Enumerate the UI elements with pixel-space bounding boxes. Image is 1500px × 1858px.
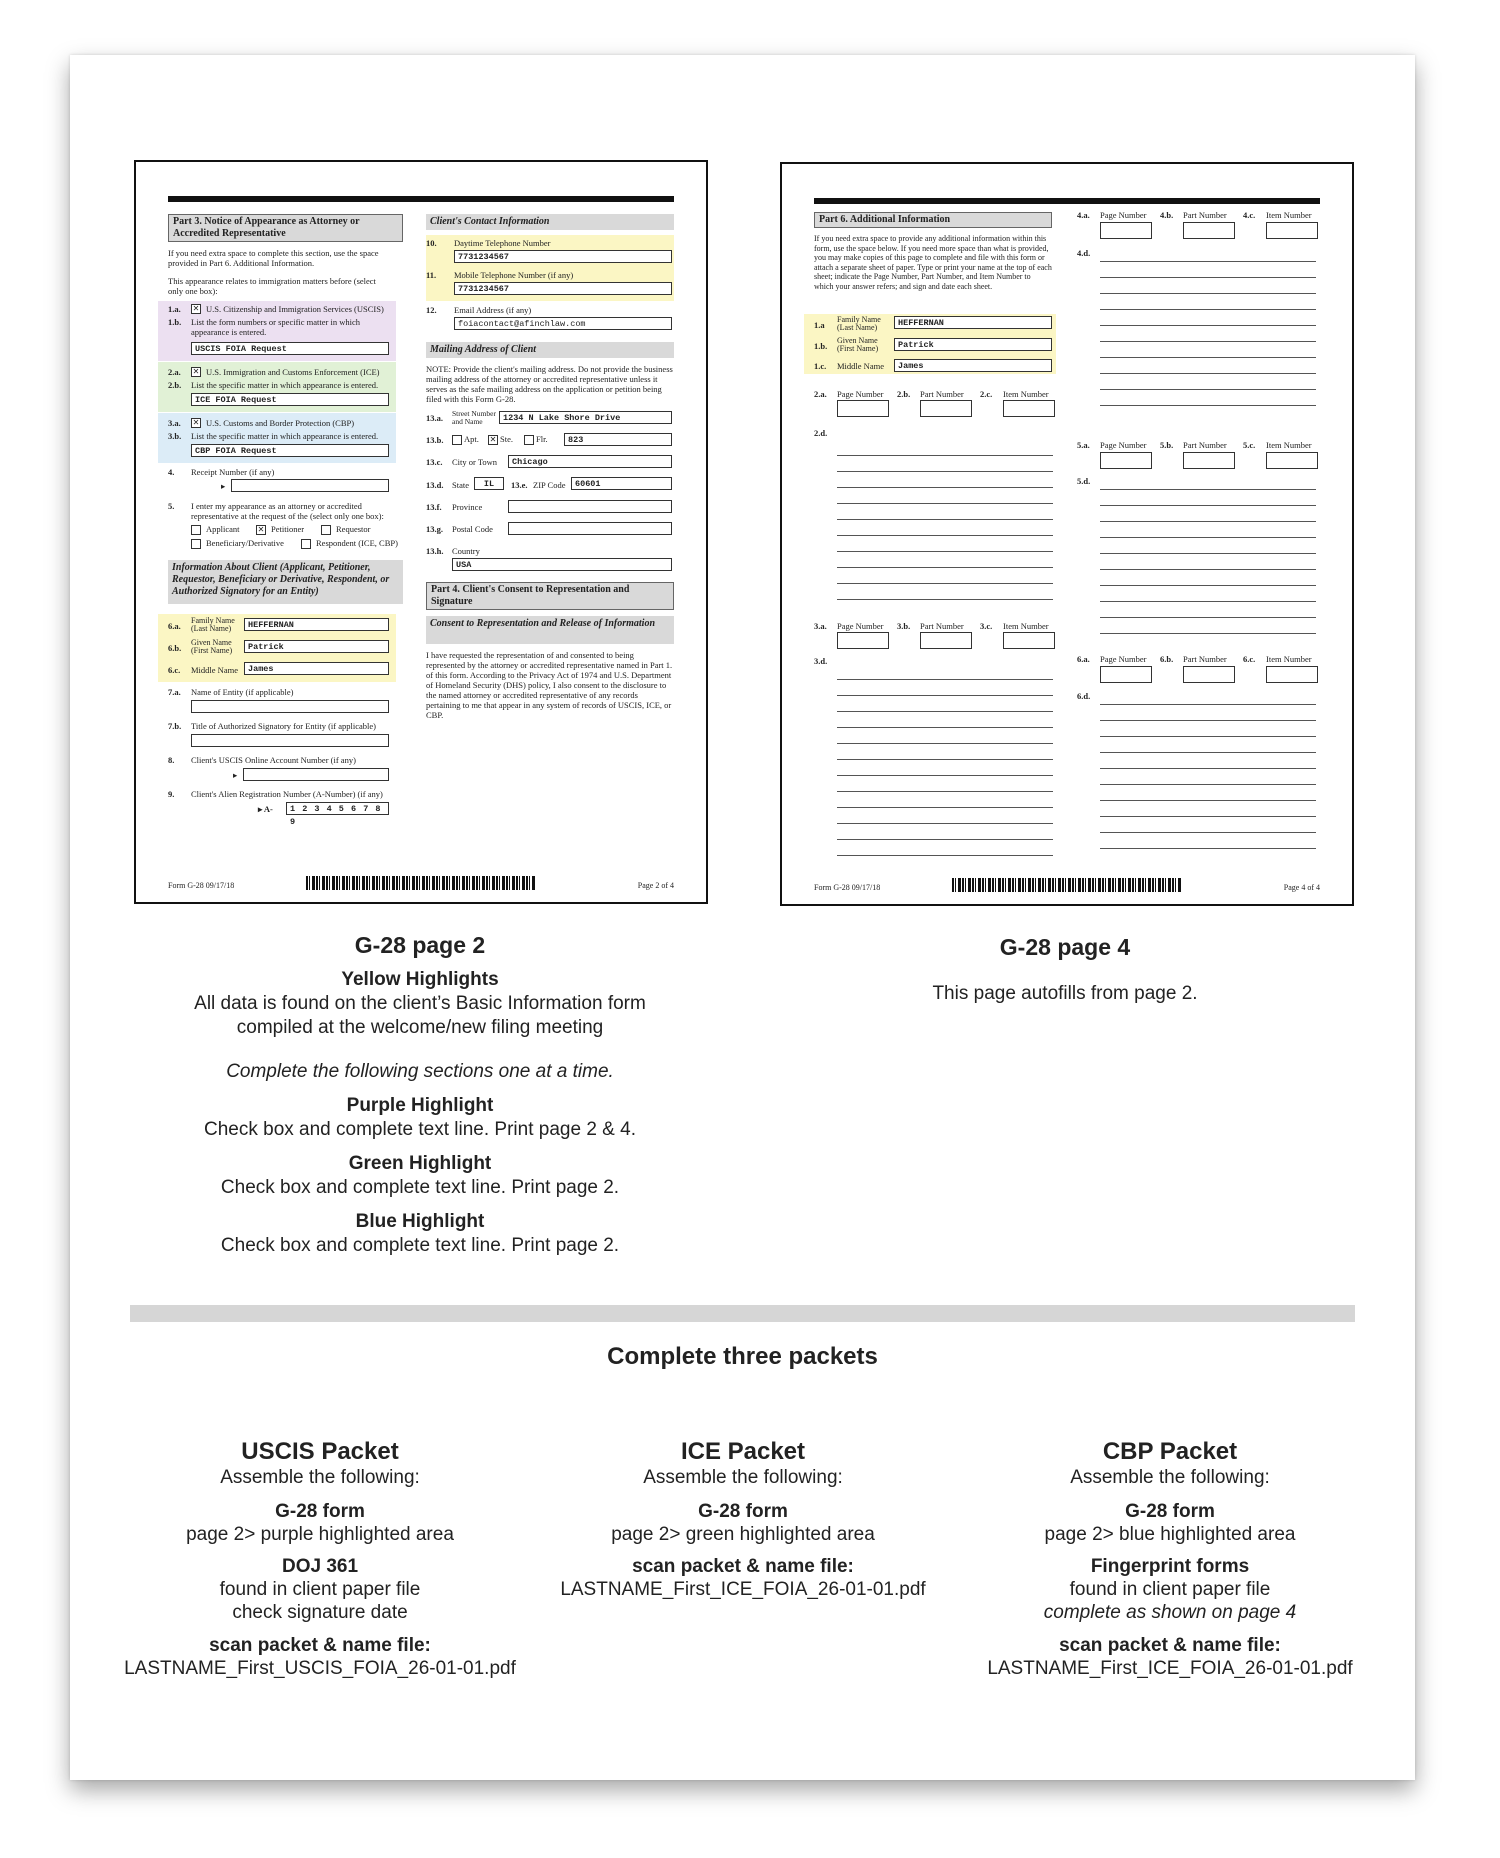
- g28-form-title: G-28 form: [275, 1501, 365, 1522]
- file-name: LASTNAME_First_USCIS_FOIA_26-01-01.pdf: [124, 1658, 516, 1679]
- part-number-box[interactable]: [1183, 222, 1235, 239]
- item-number: 13.f.: [426, 502, 442, 512]
- page-number-box[interactable]: [837, 632, 889, 649]
- uscis-matter-field[interactable]: USCIS FOIA Request: [191, 342, 389, 355]
- item-label: List the specific matter in which appearance is entered.: [191, 380, 379, 390]
- part6-intro: If you need extra space to provide any additional information within this form, use the space below. If you need more space than what is provided, you may make copies of this page to complete and file with this form or attach a separate sheet of paper. Type or print your name at the top of each sheet; indicate the Page Number, Part Number, and Item Number to which your answer refers; and sign and date each sheet.: [814, 234, 1052, 291]
- purple-highlight-title: Purple Highlight: [346, 1095, 494, 1116]
- item-number: 6.c.: [1243, 654, 1256, 664]
- form-footer: [814, 876, 1320, 892]
- uscis-checkbox[interactable]: ✕: [192, 304, 200, 313]
- item-number: 6.a.: [1077, 654, 1090, 664]
- item-number: 5.: [168, 501, 175, 511]
- family-name-field[interactable]: HEFFERNAN: [244, 618, 389, 631]
- item-label: Middle Name: [191, 665, 238, 675]
- scan-packet-title: scan packet & name file:: [209, 1635, 431, 1656]
- option-label: Requestor: [336, 524, 371, 534]
- blue-highlight-text: Check box and complete text line. Print page 2.: [220, 1235, 620, 1256]
- middle-name-field[interactable]: James: [244, 662, 389, 675]
- item-label: I enter my appearance as an attorney or accredited representative at the request of the (select only one box):: [191, 501, 384, 521]
- given-name-field[interactable]: Patrick: [244, 640, 389, 653]
- green-highlight-title: Green Highlight: [348, 1153, 492, 1174]
- barcode: [952, 878, 1182, 892]
- page4-text: This page autofills from page 2.: [932, 983, 1198, 1004]
- item-number-box[interactable]: [1266, 452, 1318, 469]
- item-label: Receipt Number (if any): [191, 467, 275, 477]
- page4-title: G-28 page 4: [999, 934, 1131, 960]
- part-number-label: Part Number: [1183, 440, 1227, 450]
- item-number: 7.a.: [168, 687, 181, 697]
- item-number: 8.: [168, 755, 175, 765]
- page-number-label: Page Number: [837, 621, 884, 631]
- item-number-label: Item Number: [1266, 440, 1312, 450]
- item-number: 3.a.: [814, 621, 827, 631]
- item-number-label: Item Number: [1266, 654, 1312, 664]
- part3-title: Part 3. Notice of Appearance as Attorney or Accredited Representative: [168, 214, 403, 242]
- page-number-label: Page Number: [1100, 654, 1147, 664]
- option-label: Petitioner: [271, 524, 305, 534]
- item-label: ZIP Code: [533, 480, 566, 490]
- item-number: 13.a.: [426, 413, 443, 423]
- applicant-checkbox[interactable]: [191, 525, 201, 535]
- consent-heading: Consent to Representation and Release of Information: [426, 616, 674, 644]
- province-field[interactable]: [508, 500, 672, 513]
- item-label: Given Name (First Name): [191, 638, 233, 655]
- g28-page2-thumbnail: [134, 160, 708, 904]
- item-number: 6.b.: [1160, 654, 1174, 664]
- part-number-box[interactable]: [1183, 666, 1235, 683]
- purple-highlight-text: Check box and complete text line. Print page 2 & 4.: [204, 1119, 636, 1140]
- part6-title: Part 6. Additional Information: [814, 212, 1052, 228]
- page-number-label: Page Number: [1100, 210, 1147, 220]
- item-number: 2.a.: [814, 389, 827, 399]
- part3-intro: If you need extra space to complete this section, use the space provided in Part 6. Additional Information.: [168, 248, 379, 268]
- item-label: Street Number and Name: [452, 409, 496, 426]
- g28-form-text: page 2> blue highlighted area: [1044, 1524, 1296, 1545]
- item-number: 2.b.: [168, 380, 182, 390]
- item-number: 13.b.: [426, 435, 444, 445]
- zip-field[interactable]: 60601: [571, 477, 672, 490]
- option-label: Ste.: [500, 434, 513, 444]
- page-number-box[interactable]: [1100, 222, 1152, 239]
- fingerprint-forms-title: Fingerprint forms: [1090, 1556, 1250, 1577]
- given-name-field[interactable]: Patrick: [894, 338, 1052, 351]
- answer-lines[interactable]: [1100, 246, 1316, 421]
- yellow-highlight-line2: compiled at the welcome/new filing meeting: [236, 1017, 604, 1038]
- option-label: Apt.: [464, 434, 479, 444]
- item-label: Postal Code: [452, 524, 493, 534]
- fingerprint-line2: complete as shown on page 4: [1043, 1602, 1297, 1623]
- street-field[interactable]: 1234 N Lake Shore Drive: [499, 411, 672, 424]
- form-header-bar: [814, 198, 1320, 204]
- item-number-box[interactable]: [1266, 666, 1318, 683]
- item-number: 4.b.: [1160, 210, 1174, 220]
- item-number: 5.a.: [1077, 440, 1090, 450]
- flr-checkbox[interactable]: [524, 435, 534, 445]
- section-divider: [130, 1305, 1355, 1322]
- item-number-label: Item Number: [1003, 621, 1049, 631]
- option-label: Respondent (ICE, CBP): [316, 538, 398, 548]
- file-name: LASTNAME_First_ICE_FOIA_26-01-01.pdf: [987, 1658, 1353, 1679]
- page-number: Page 4 of 4: [1283, 883, 1320, 892]
- assemble-label: Assemble the following:: [1070, 1467, 1270, 1488]
- item-number: 1.a.: [168, 304, 181, 314]
- mailing-note: NOTE: Provide the client's mailing address. Do not provide the business mailing address of the attorney or accredited representative unless it serves as the safe mailing address on the application or petition being filed with this Form G-28.: [426, 364, 673, 404]
- item-label: Title of Authorized Signatory for Entity (if applicable): [191, 721, 376, 731]
- item-number-box[interactable]: [1003, 400, 1055, 417]
- barcode: [306, 876, 536, 890]
- cbp-packet: [950, 1438, 1390, 1680]
- item-label: U.S. Immigration and Customs Enforcement (ICE): [206, 367, 380, 377]
- item-number: 3.c.: [980, 621, 993, 631]
- item-number: 1.b.: [168, 317, 182, 327]
- item-number: 1.b.: [814, 341, 828, 351]
- a-number-prefix: ▸ A-: [258, 804, 273, 814]
- cbp-checkbox[interactable]: ✕: [192, 418, 200, 427]
- item-label: Family Name (Last Name): [191, 616, 235, 633]
- item-number: 3.d.: [814, 656, 828, 666]
- mailing-address-heading: Mailing Address of Client: [426, 342, 674, 358]
- doj361-line2: check signature date: [232, 1602, 408, 1623]
- item-number-label: Item Number: [1003, 389, 1049, 399]
- middle-name-field[interactable]: James: [894, 359, 1052, 372]
- unit-number-field[interactable]: 823: [564, 433, 672, 446]
- item-number: 13.d.: [426, 480, 444, 490]
- item-label: List the form numbers or specific matter in which appearance is entered.: [191, 317, 361, 337]
- part4-title: Part 4. Client's Consent to Representation and Signature: [426, 582, 674, 610]
- assemble-label: Assemble the following:: [643, 1467, 843, 1488]
- form-id: Form G-28 09/17/18: [814, 883, 881, 892]
- page-number-box[interactable]: [837, 400, 889, 417]
- item-number: 4.: [168, 467, 175, 477]
- part-number-label: Part Number: [1183, 654, 1227, 664]
- item-number: 13.c.: [426, 457, 443, 467]
- item-number: 12.: [426, 305, 437, 315]
- item-label: U.S. Citizenship and Immigration Services (USCIS): [206, 304, 384, 314]
- receipt-number-field[interactable]: [231, 479, 389, 492]
- item-number: 1.c.: [814, 361, 827, 371]
- item-label: State: [452, 480, 469, 490]
- doj361-title: DOJ 361: [281, 1556, 359, 1577]
- part-number-box[interactable]: [1183, 452, 1235, 469]
- item-number: 6.b.: [168, 643, 182, 653]
- item-number: 13.h.: [426, 546, 444, 556]
- family-name-field[interactable]: HEFFERNAN: [894, 316, 1052, 329]
- assemble-label: Assemble the following:: [220, 1467, 420, 1488]
- blue-highlight-title: Blue Highlight: [355, 1211, 485, 1232]
- item-number: 1.a: [814, 320, 825, 330]
- contact-info-heading: Client's Contact Information: [426, 214, 674, 230]
- part-number-box[interactable]: [920, 400, 972, 417]
- form-header-bar: [168, 196, 674, 202]
- item-label: Family Name (Last Name): [837, 315, 881, 332]
- appearance-relates: This appearance relates to immigration matters before (select only one box):: [168, 276, 376, 296]
- form-id: Form G-28 09/17/18: [168, 881, 235, 890]
- page-number-label: Page Number: [837, 389, 884, 399]
- item-label: Email Address (if any): [454, 305, 532, 315]
- fingerprint-line1: found in client paper file: [1069, 1579, 1271, 1600]
- item-number: 6.d.: [1077, 691, 1091, 701]
- a-number-field[interactable]: 1 2 3 4 5 6 7 8 9: [286, 802, 389, 815]
- item-number: 2.c.: [980, 389, 993, 399]
- answer-lines[interactable]: [837, 664, 1053, 859]
- g28-form-title: G-28 form: [1125, 1501, 1215, 1522]
- item-number: 6.a.: [168, 621, 181, 631]
- page-number-label: Page Number: [1100, 440, 1147, 450]
- respondent-checkbox[interactable]: [301, 539, 311, 549]
- ice-checkbox[interactable]: ✕: [192, 367, 200, 376]
- page2-caption: [150, 930, 690, 1258]
- option-label: Flr.: [536, 434, 548, 444]
- complete-sections-note: Complete the following sections one at a time.: [226, 1061, 614, 1082]
- item-label: Daytime Telephone Number: [454, 238, 551, 248]
- item-number: 13.e.: [511, 480, 528, 490]
- doj361-line1: found in client paper file: [219, 1579, 421, 1600]
- item-label: City or Town: [452, 457, 498, 467]
- item-label: Country: [452, 546, 480, 556]
- item-number: 3.b.: [897, 621, 911, 631]
- part-number-label: Part Number: [920, 389, 964, 399]
- ice-packet-title: ICE Packet: [680, 1438, 806, 1465]
- item-number-box[interactable]: [1266, 222, 1318, 239]
- daytime-phone-field[interactable]: 7731234567: [454, 250, 672, 263]
- item-number: 10.: [426, 238, 437, 248]
- item-number-label: Item Number: [1266, 210, 1312, 220]
- item-number: 5.c.: [1243, 440, 1256, 450]
- ste-checkbox[interactable]: ✕: [489, 435, 497, 444]
- arrow-icon: ▸: [221, 481, 226, 491]
- page-number: Page 2 of 4: [637, 881, 674, 890]
- page-number-box[interactable]: [1100, 452, 1152, 469]
- client-info-heading: Information About Client (Applicant, Petitioner, Requestor, Beneficiary or Derivative, Respondent, or Authorized Signatory for an Entity): [168, 560, 403, 604]
- arrow-icon: ▸: [233, 770, 238, 780]
- postal-code-field[interactable]: [508, 522, 672, 535]
- item-number: 4.c.: [1243, 210, 1256, 220]
- page2-title: G-28 page 2: [354, 932, 486, 958]
- item-label: List the specific matter in which appearance is entered.: [191, 431, 379, 441]
- option-label: Applicant: [206, 524, 240, 534]
- item-label: Given Name (First Name): [837, 336, 879, 353]
- cbp-packet-title: CBP Packet: [1102, 1438, 1238, 1465]
- scan-packet-title: scan packet & name file:: [632, 1556, 854, 1577]
- item-label: Middle Name: [837, 361, 884, 371]
- answer-lines[interactable]: [837, 440, 1053, 600]
- item-number: 4.d.: [1077, 248, 1091, 258]
- item-number: 4.a.: [1077, 210, 1090, 220]
- online-account-field[interactable]: [243, 768, 389, 781]
- item-number: 9.: [168, 789, 175, 799]
- requestor-checkbox[interactable]: [321, 525, 331, 535]
- part-number-label: Part Number: [1183, 210, 1227, 220]
- g28-page4-thumbnail: [780, 162, 1354, 906]
- cbp-matter-field[interactable]: CBP FOIA Request: [191, 444, 389, 457]
- state-field[interactable]: IL: [474, 477, 504, 490]
- instruction-sheet: [70, 55, 1415, 1780]
- ice-matter-field[interactable]: ICE FOIA Request: [191, 393, 389, 406]
- g28-form-text: page 2> green highlighted area: [611, 1524, 875, 1545]
- apt-checkbox[interactable]: [452, 435, 462, 445]
- option-label: Beneficiary/Derivative: [206, 538, 284, 548]
- item-number: 5.b.: [1160, 440, 1174, 450]
- part-number-box[interactable]: [920, 632, 972, 649]
- answer-lines[interactable]: [1100, 474, 1316, 634]
- country-field[interactable]: USA: [452, 558, 672, 571]
- uscis-packet: [100, 1438, 540, 1680]
- g28-form-text: page 2> purple highlighted area: [186, 1524, 454, 1545]
- item-number: 5.d.: [1077, 476, 1091, 486]
- entity-name-field[interactable]: [191, 700, 389, 713]
- item-label: Name of Entity (if applicable): [191, 687, 294, 697]
- yellow-highlight-title: Yellow Highlights: [341, 969, 499, 990]
- beneficiary-checkbox[interactable]: [191, 539, 201, 549]
- item-label: Province: [452, 502, 483, 512]
- item-number: 3.a.: [168, 418, 181, 428]
- green-highlight-text: Check box and complete text line. Print page 2.: [220, 1177, 620, 1198]
- item-label: Mobile Telephone Number (if any): [454, 270, 574, 280]
- page-number-box[interactable]: [1100, 666, 1152, 683]
- item-number: 13.g.: [426, 524, 443, 534]
- item-label: Client's Alien Registration Number (A-Number) (if any): [191, 789, 383, 799]
- item-number: 2.a.: [168, 367, 181, 377]
- g28-form-title: G-28 form: [698, 1501, 788, 1522]
- file-name: LASTNAME_First_ICE_FOIA_26-01-01.pdf: [560, 1579, 926, 1600]
- consent-text: I have requested the representation of and consented to being represented by the attorney or accredited representative named in Part 1. of this form. According to the Privacy Act of 1974 and U.S. Department of Homeland Security (DHS) policy, I also consent to the disclosure to the named attorney or accredited representative of any records pertaining to me that appear in any system of records of USCIS, ICE, or CBP.: [426, 650, 673, 720]
- item-number: 11.: [426, 270, 437, 280]
- yellow-highlight-line1: All data is found on the client’s Basic Information form: [194, 993, 646, 1014]
- email-field[interactable]: foiacontact@afinchlaw.com: [454, 317, 672, 330]
- city-field[interactable]: Chicago: [508, 455, 672, 468]
- mobile-phone-field[interactable]: 7731234567: [454, 282, 672, 295]
- part-number-label: Part Number: [920, 621, 964, 631]
- page4-caption: [795, 932, 1335, 1006]
- item-number: 3.b.: [168, 431, 182, 441]
- signatory-title-field[interactable]: [191, 734, 389, 747]
- uscis-packet-title: USCIS Packet: [241, 1438, 399, 1465]
- packets-heading: Complete three packets: [607, 1343, 878, 1370]
- item-number: 6.c.: [168, 665, 181, 675]
- answer-lines[interactable]: [1100, 689, 1316, 859]
- item-label: U.S. Customs and Border Protection (CBP): [206, 418, 355, 428]
- item-number-box[interactable]: [1003, 632, 1055, 649]
- petitioner-checkbox[interactable]: ✕: [257, 525, 265, 534]
- item-number: 7.b.: [168, 721, 182, 731]
- ice-packet: [523, 1438, 963, 1601]
- form-footer: [168, 874, 674, 890]
- item-number: 2.b.: [897, 389, 911, 399]
- item-number: 2.d.: [814, 428, 828, 438]
- scan-packet-title: scan packet & name file:: [1059, 1635, 1281, 1656]
- item-label: Client's USCIS Online Account Number (if any): [191, 755, 356, 765]
